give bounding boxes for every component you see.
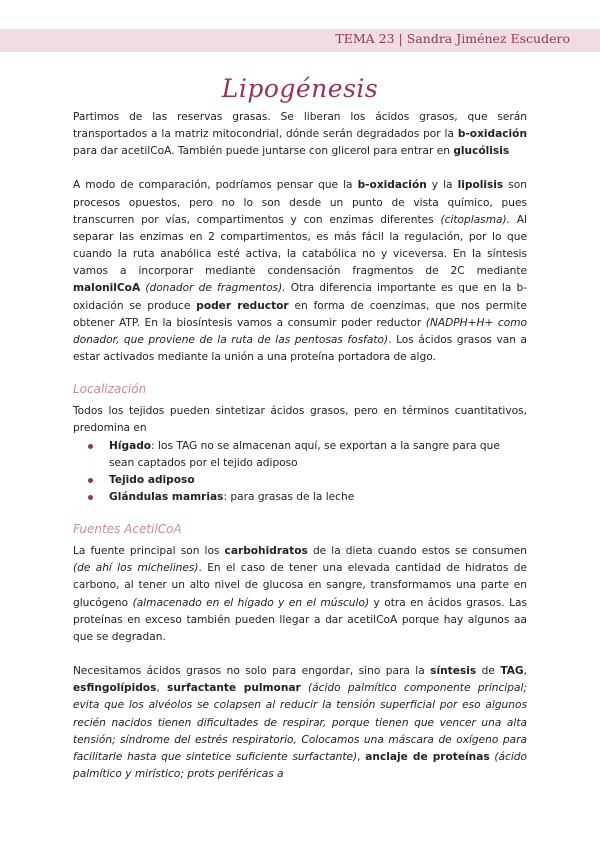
fuentes-paragraph-2: Necesitamos ácidos grasos no solo para engordar, sino para la síntesis de TAG, esfingolípidos, surfactante pulmonar (ácido palmítico componente principal; evita que los alvéolos se colapsen al reducir la tensión superficial por eso algunos recién nacidos tienen dificultades de respirar, porque tienen que vencer una alta tensión; síndrome del estrés respiratorio, Colocamos una máscara de oxígeno para facilitarle hasta que sintetice suficiente surfactante), anclaje de proteínas (ácido palmítico y mirístico; prots periféricas a: [73, 665, 527, 780]
localizacion-list: [73, 438, 527, 507]
intro-paragraph: Partimos de las reservas grasas. Se liberan los ácidos grasos, que serán transportados a la matriz mitocondrial, dónde serán degradados por la b-oxidación para dar acetilCoA. También puede juntarse con glicerol para entrar en glucólisis: [73, 111, 527, 158]
bullet-icon: [88, 478, 93, 483]
author-name: Sandra Jiménez Escudero: [406, 31, 570, 46]
list-item: Hígado: los TAG no se almacenan aquí, se exportan a la sangre para que sean captados por el tejido adiposo: [73, 438, 527, 472]
localizacion-paragraph: Todos los tejidos pueden sintetizar ácidos grasos, pero en términos cuantitativos, predomina en: [73, 405, 527, 435]
section-heading-localizacion: Localización: [73, 382, 147, 397]
document-body: [73, 109, 527, 783]
list-item: Tejido adiposo: [73, 472, 527, 489]
fuentes-paragraph-1: La fuente principal son los carbohidratos de la dieta cuando estos se consumen (de ahí los michelines). En el caso de tener una elevada cantidad de hidratos de carbono, al tener un alto nivel de glucosa en sangre, transformamos una parte en glucógeno (almacenado en el hígado y en el músculo) y otra en ácidos grasos. Las proteínas en exceso también pueden llegar a dar acetilCoA porque hay algunos aa que se degradan.: [73, 545, 528, 643]
bullet-icon: [88, 444, 93, 449]
topic-label: TEMA 23: [335, 31, 395, 46]
page-title: Lipogénesis: [221, 74, 379, 103]
comparison-paragraph: A modo de comparación, podríamos pensar que la b-oxidación y la lipolisis son procesos opuestos, pero no lo son desde un punto de vista químico, pues transcurren por vías, compartimentos y con enzimas diferentes (citoplasma). Al separar las enzimas en 2 compartimentos, es más fácil la regulación, por lo que cuando la ruta anabólica esté activa, la catabólica no y viceversa. En la síntesis vamos a incorporar mediante condensación fragmentos de 2C mediante malonilCoA (donador de fragmentos). Otra diferencia importante es que en la b-oxidación se produce poder reductor en forma de coenzimas, que nos permite obtener ATP. En la biosíntesis vamos a consumir poder reductor (NADPH+H+ como donador, que proviene de la ruta de las pentosas fosfato). Los ácidos grasos van a estar activados mediante la unión a una proteína portadora de algo.: [73, 179, 527, 364]
paragraph-gap: [73, 646, 527, 663]
list-item: Glándulas mamrias: para grasas de la leche: [73, 489, 527, 506]
header-separator: |: [398, 31, 403, 46]
bullet-icon: [88, 495, 93, 500]
paragraph-gap: [73, 160, 527, 177]
section-heading-fuentes: Fuentes AcetilCoA: [73, 522, 182, 537]
page-header: [335, 31, 570, 46]
